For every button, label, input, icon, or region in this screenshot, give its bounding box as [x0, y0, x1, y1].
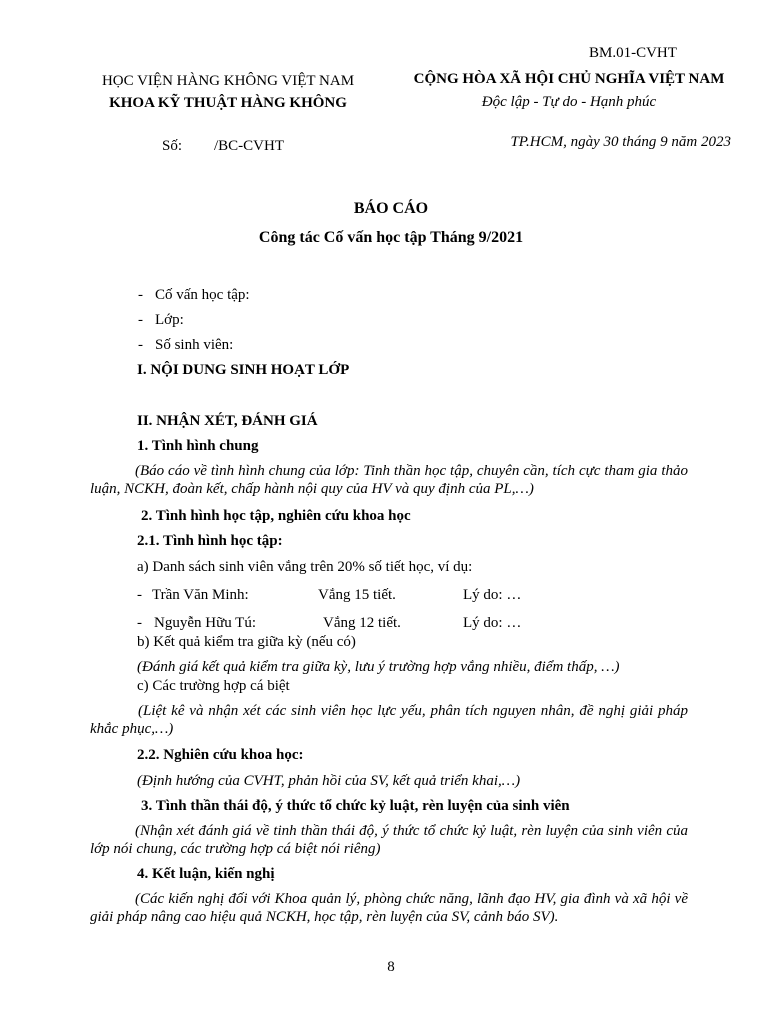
missed-periods: Vắng 15 tiết. — [318, 587, 396, 603]
subsection-2-heading: 2. Tình hình học tập, nghiên cứu khoa học — [141, 508, 411, 524]
department-name: KHOA KỸ THUẬT HÀNG KHÔNG — [109, 95, 347, 111]
subsection-2-2-heading: 2.2. Nghiên cứu khoa học: — [137, 747, 304, 763]
midterm-results-note: (Đánh giá kết quả kiểm tra giữa kỳ, lưu ý trường hợp vắng nhiều, điểm thấp, …) — [137, 659, 620, 675]
absence-bullet: - — [137, 615, 142, 631]
subsection-3-heading: 3. Tình thần thái độ, ý thức tổ chức kỷ luật, rèn luyện của sinh viên — [141, 798, 570, 814]
student-name: Nguyễn Hữu Tú: — [154, 615, 257, 631]
national-motto: Độc lập - Tự do - Hạnh phúc — [481, 94, 657, 110]
special-cases-heading: c) Các trường hợp cá biệt — [137, 678, 290, 694]
absence-reason: Lý do: … — [463, 615, 522, 631]
subsection-4-heading: 4. Kết luận, kiến nghị — [137, 866, 275, 882]
place-date: TP.HCM, ngày 30 tháng 9 năm 2023 — [510, 134, 731, 150]
absence-reason: Lý do: … — [463, 587, 522, 603]
special-cases-note: (Liệt kê và nhận xét các sinh viên học lực yếu, phân tích nguyen nhân, đề nghị giải pháp khắc phục,…) — [90, 703, 688, 737]
absence-bullet: - — [137, 587, 142, 603]
attitude-note: (Nhận xét đánh giá về tinh thần thái độ, ý thức tổ chức kỷ luật, rèn luyện của sinh viên của lớp nói chung, các trường hợp cá biệt nói riêng) — [90, 823, 688, 857]
info-bullet: - — [138, 312, 143, 328]
absence-list-intro: a) Danh sách sinh viên vắng trên 20% số tiết học, ví dụ: — [137, 559, 473, 575]
document-number-label: Số: — [162, 138, 183, 154]
info-bullet: - — [138, 287, 143, 303]
midterm-results-heading: b) Kết quả kiểm tra giữa kỳ (nếu có) — [137, 634, 356, 650]
missed-periods: Vắng 12 tiết. — [323, 615, 401, 631]
general-situation-note: (Báo cáo về tình hình chung của lớp: Tinh thần học tập, chuyên cần, tích cực tham gia thảo luận, NCKH, đoàn kết, chấp hành nội quy của HV và quy định của PL,…) — [90, 463, 688, 497]
page-number: 8 — [387, 959, 395, 975]
form-code: BM.01-CVHT — [589, 45, 677, 61]
section-2-heading: II. NHẬN XÉT, ĐÁNH GIÁ — [137, 413, 318, 429]
info-bullet: - — [138, 337, 143, 353]
student-count-label: Số sinh viên: — [155, 337, 234, 353]
section-1-heading: I. NỘI DUNG SINH HOẠT LỚP — [137, 362, 350, 378]
research-note: (Định hướng của CVHT, phản hồi của SV, kết quả triển khai,…) — [137, 773, 521, 789]
country-name: CỘNG HÒA XÃ HỘI CHỦ NGHĨA VIỆT NAM — [413, 71, 725, 87]
recommendations-note: (Các kiến nghị đối với Khoa quản lý, phòng chức năng, lãnh đạo HV, gia đình và xã hội về giải pháp nâng cao hiệu quả NCKH, học tập, rèn luyện của SV, cảnh báo SV). — [90, 891, 688, 925]
advisor-label: Cố vấn học tập: — [155, 287, 250, 303]
report-title: BÁO CÁO — [353, 200, 429, 217]
student-name: Trần Văn Minh: — [152, 587, 249, 603]
class-label: Lớp: — [155, 312, 184, 328]
document-number-suffix: /BC-CVHT — [214, 138, 285, 154]
report-subtitle: Công tác Cố vấn học tập Tháng 9/2021 — [258, 229, 524, 246]
org-name: HỌC VIỆN HÀNG KHÔNG VIỆT NAM — [101, 73, 355, 89]
subsection-1-heading: 1. Tình hình chung — [137, 438, 259, 454]
subsection-2-1-heading: 2.1. Tình hình học tập: — [137, 533, 283, 549]
